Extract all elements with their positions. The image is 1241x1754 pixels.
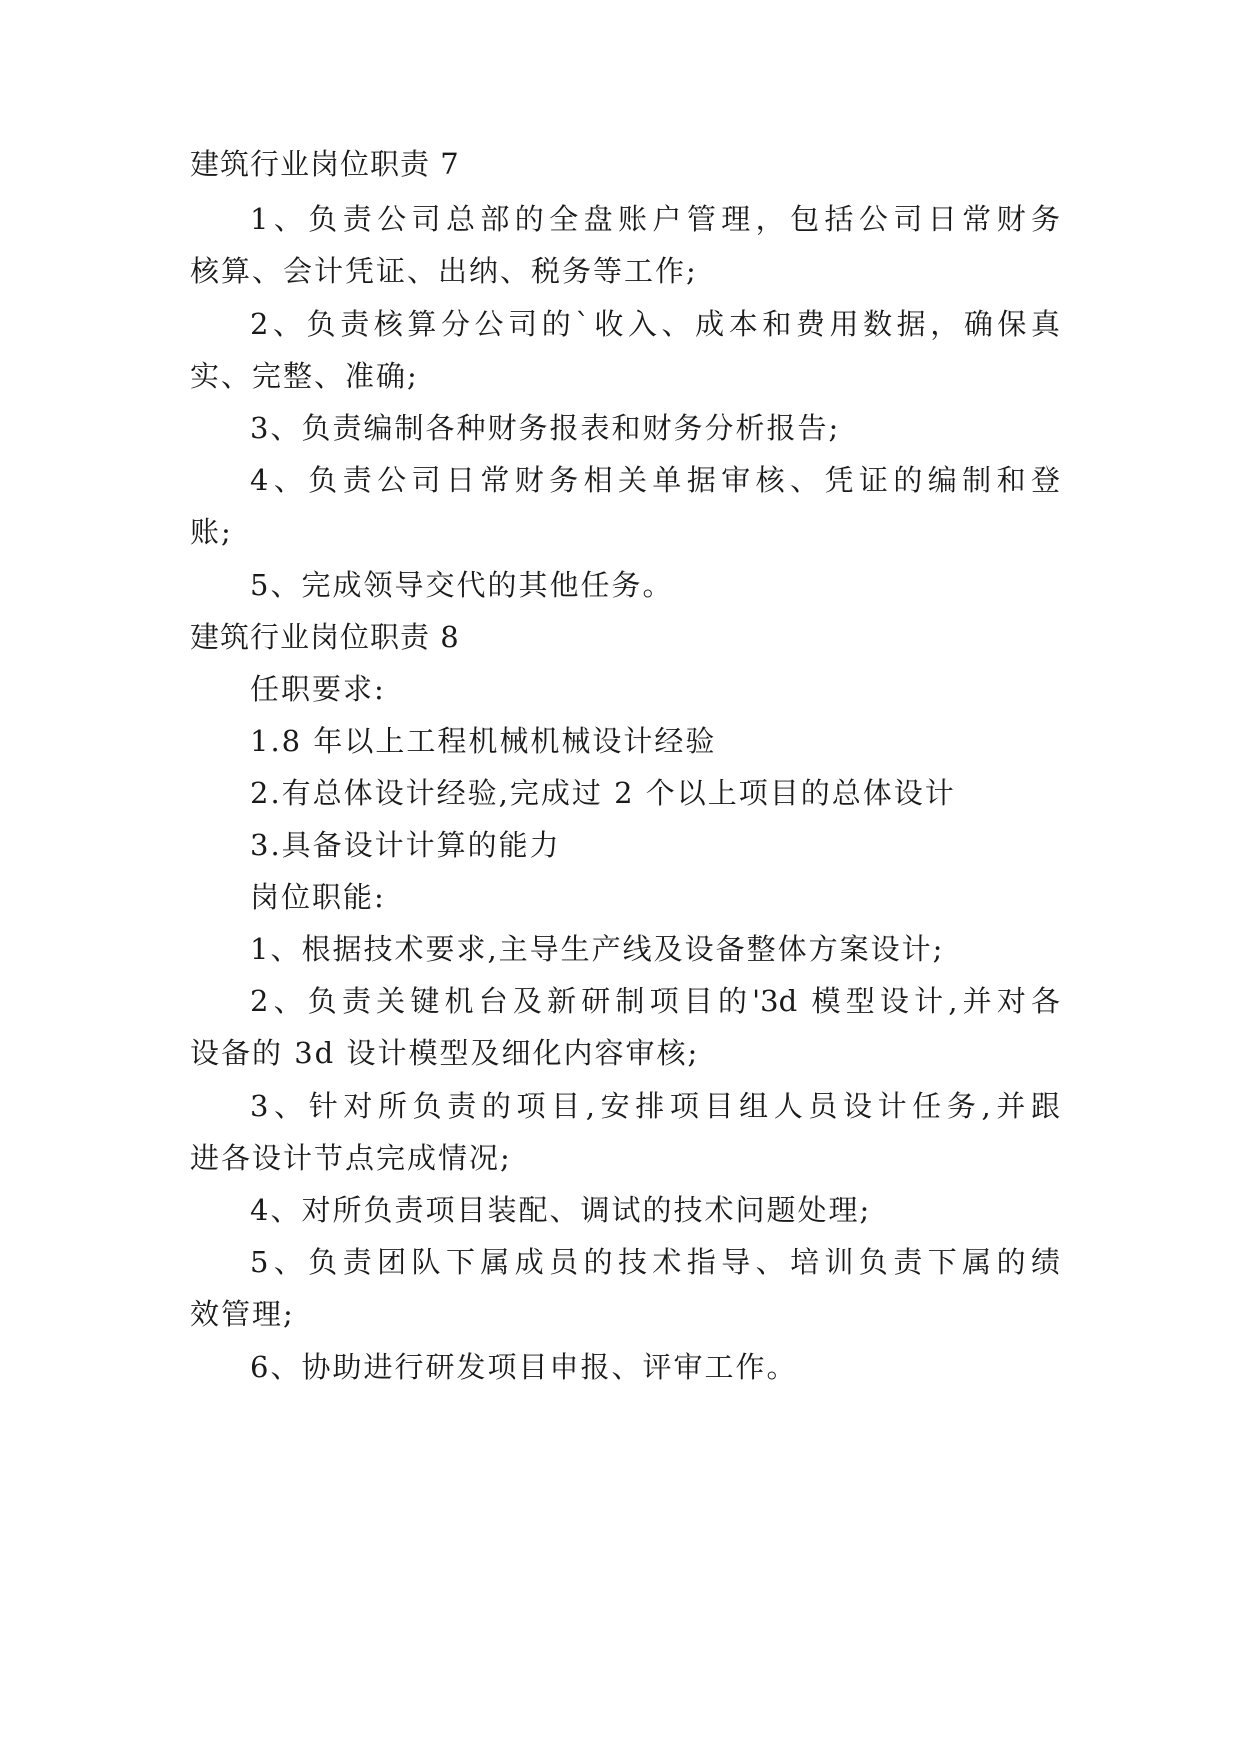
requirements-heading: 任职要求: xyxy=(250,672,386,706)
requirement-3: 3.具备设计计算的能力 xyxy=(250,828,561,862)
duties-heading: 岗位职能: xyxy=(250,880,386,914)
section-8-title: 建筑行业岗位职责 8 xyxy=(190,620,460,654)
section-7-title: 建筑行业岗位职责 7 xyxy=(190,147,460,181)
duty-2-line-2: 设备的 3d 设计模型及细化内容审核; xyxy=(190,1036,700,1070)
duty-5-line-1: 5、负责团队下属成员的技术指导、培训负责下属的绩 xyxy=(250,1245,1060,1279)
duty-1: 1、根据技术要求,主导生产线及设备整体方案设计; xyxy=(250,932,945,966)
section-7-item-2-line-2: 实、完整、准确; xyxy=(190,359,419,393)
duty-4: 4、对所负责项目装配、调试的技术问题处理; xyxy=(250,1193,872,1227)
requirement-1: 1.8 年以上工程机械机械设计经验 xyxy=(250,724,717,758)
duty-2-line-1: 2、负责关键机台及新研制项目的'3d 模型设计,并对各 xyxy=(250,984,1060,1018)
section-7-item-4-line-2: 账; xyxy=(190,515,233,549)
section-7-item-1-line-2: 核算、会计凭证、出纳、税务等工作; xyxy=(190,254,698,288)
requirement-2: 2.有总体设计经验,完成过 2 个以上项目的总体设计 xyxy=(250,776,956,810)
duty-5-line-2: 效管理; xyxy=(190,1297,295,1331)
section-7-item-1-line-1: 1、负责公司总部的全盘账户管理，包括公司日常财务 xyxy=(250,202,1060,236)
section-7-item-5: 5、完成领导交代的其他任务。 xyxy=(250,568,674,602)
section-7-item-4-line-1: 4、负责公司日常财务相关单据审核、凭证的编制和登 xyxy=(250,463,1060,497)
duty-3-line-2: 进各设计节点完成情况; xyxy=(190,1141,512,1175)
section-7-item-3: 3、负责编制各种财务报表和财务分析报告; xyxy=(250,411,841,445)
duty-6: 6、协助进行研发项目申报、评审工作。 xyxy=(250,1350,798,1384)
section-7-item-2-line-1: 2、负责核算分公司的`收入、成本和费用数据，确保真 xyxy=(250,307,1060,341)
duty-3-line-1: 3、针对所负责的项目,安排项目组人员设计任务,并跟 xyxy=(250,1089,1060,1123)
